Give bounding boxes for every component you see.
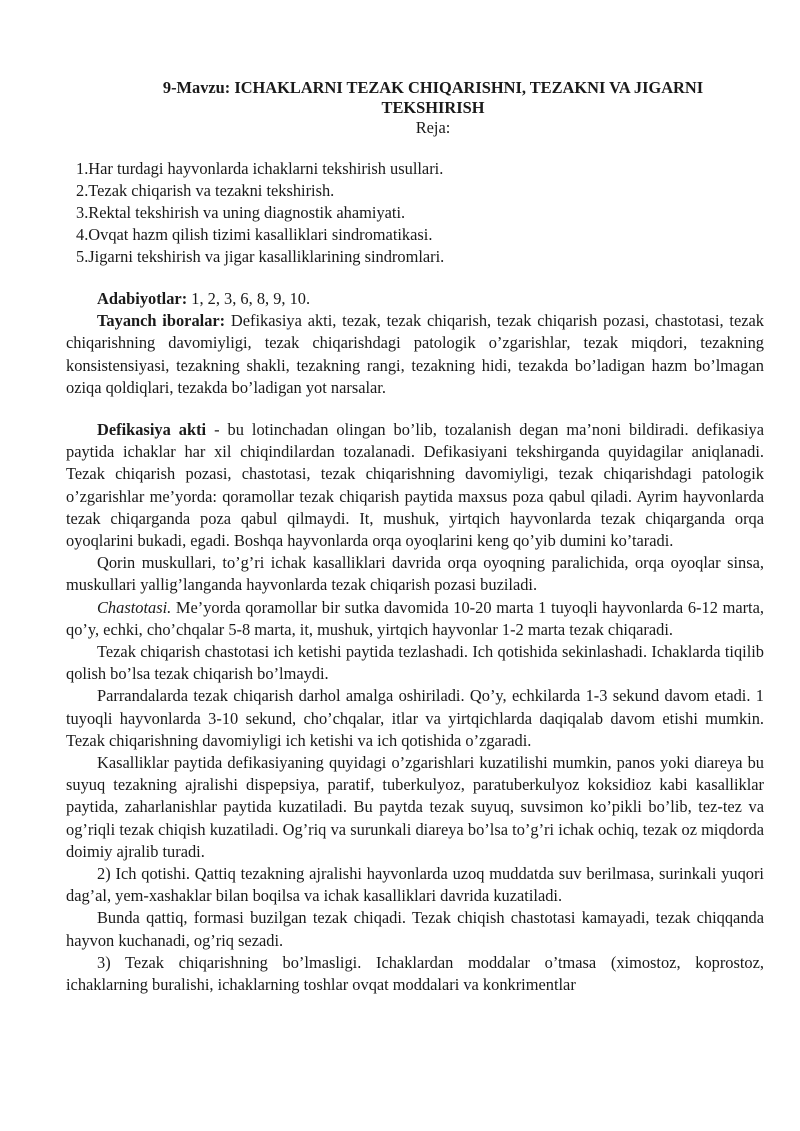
plan-list: [66, 158, 764, 268]
defecation-act-label: Defikasiya akti: [97, 420, 207, 440]
paragraph-diseases: Kasalliklar paytida defikasiyaning quyidagi o’zgarishlari kuzatilishi mumkin, panos yoki diareya bu suyuq tezakning ajralishi dispepsiya, paratif, tuberkulyoz, paratuberkulyoz koksidioz kabi kasalliklar paytida, zaharlanishlar paytida kuzatiladi. Bu paytda tezak suyuq, suvsimon ko’pikli bo’lib, tez-tez va og’riqli tezak chiqish kuzatiladi. Og’riq va surunkali diareya bo’lsa to’g’ri ichak ochiq, tezak oz miqdorda doimiy ajralib turadi.: [66, 753, 764, 861]
spacer: [66, 399, 764, 419]
plan-item: 5.Jigarni tekshirish va jigar kasalliklarining sindromlari.: [76, 247, 445, 266]
plan-item: 3.Rektal tekshirish va uning diagnostik ahamiyati.: [76, 203, 406, 222]
title-line-2: TEKSHIRISH: [381, 98, 485, 117]
frequency-label: Chastotasi.: [97, 597, 172, 617]
keywords-paragraph: [66, 310, 764, 399]
paragraph-defecation-act: [66, 419, 764, 552]
literature-paragraph: [66, 288, 764, 310]
keywords-label: Tayanch iboralar:: [97, 311, 226, 331]
plan-heading: Reja:: [415, 118, 451, 137]
defecation-act-text: - bu lotinchadan olingan bo’lib, tozalanish degan ma’noni bildiradi. defikasiya paytida ichaklar har xil chiqindilardan tozalanadi. Defikasiyani tekshirganda quyidagilar aniqlanadi. Tezak chiqarish pozasi, chastotasi, tezak chiqarishning davomiyligi, tezak chiqarishdagi patologik o’zgarishlar me’yorda: qoramollar tezak chiqarish paytida maxsus poza qabul qiladi. Ayrim hayvonlarda tezak chiqarganda poza qabul qilmaydi. It, mushuk, yirtqich hayvonlarda tezak chiqarganda orqa oyoqlarini bukadi, egadi. Boshqa hayvonlarda orqa oyoqlarini keng qo’yib dumini ko’taradi.: [66, 420, 764, 551]
plan-item: 2.Tezak chiqarish va tezakni tekshirish.: [76, 181, 335, 200]
literature-text: 1, 2, 3, 6, 8, 9, 10.: [187, 289, 311, 308]
paragraph-hard-feces: Bunda qattiq, formasi buzilgan tezak chiqadi. Tezak chiqish chastotasi kamayadi, tezak chiqqanda hayvon kuchanadi, og’riq sezadi.: [66, 908, 764, 950]
paragraph-no-defecation: 3) Tezak chiqarishning bo’lmasligi. Ichaklardan moddalar o’tmasa (ximostoz, koprostoz, ichaklarning buralishi, ichaklarning toshlar ovqat moddalari va konkrimentlar: [66, 952, 764, 995]
plan-item: 4.Ovqat hazm qilish tizimi kasalliklari sindromatikasi.: [76, 225, 433, 244]
plan-item: 1.Har turdagi hayvonlarda ichaklarni tekshirish usullari.: [76, 159, 444, 178]
paragraph-duration: Parrandalarda tezak chiqarish darhol amalga oshiriladi. Qo’y, echkilarda 1-3 sekund davom etadi. 1 tuyoqli hayvonlarda 3-10 sekund, cho’chqalar, itlar va yirtqichlarda daqiqalab davom etishi mumkin. Tezak chiqarishning davomiyligi ich ketishi va ich qotishida o’zgaradi.: [66, 686, 764, 750]
title-line-1: 9-Mavzu: ICHAKLARNI TEZAK CHIQARISHNI, TEZAKNI VA JIGARNI: [162, 78, 704, 97]
paragraph-frequency: [66, 597, 764, 641]
literature-label: Adabiyotlar:: [97, 289, 188, 308]
paragraph-frequency-change: Tezak chiqarish chastotasi ich ketishi paytida tezlashadi. Ich qotishida sekinlashadi. Ichaklarda tiqilib qolish bo’lsa tezak chiqarish bo’lmaydi.: [66, 642, 764, 684]
document-title: [66, 78, 764, 118]
paragraph-constipation: 2) Ich qotishi. Qattiq tezakning ajralishi hayvonlarda uzoq muddatda suv berilmasa, surinkali yuqori dag’al, yem-xashaklar bilan boqilsa va ichak kasalliklari davrida kuzatiladi.: [66, 864, 764, 906]
keywords-text: Defikasiya akti, tezak, tezak chiqarish, tezak chiqarish pozasi, chastotasi, tezak chiqarishning davomiyligi, tezak chiqarishdagi patologik o’zgarishlar, tezak miqdori, tezakning konsistensiyasi, tezakning shakli, tezakning rangi, tezakning hidi, tezakda bo’ladigan hazm bo’lmagan oziqa qoldiqlari, tezakda bo’ladigan yot narsalar.: [66, 311, 764, 397]
frequency-text: Me’yorda qoramollar bir sutka davomida 10-20 marta 1 tuyoqli hayvonlarda 6-12 marta, qo’y, echki, cho’chqalar 5-8 marta, it, mushuk, yirtqich hayvonlar 1-2 marta tezak chiqaradi.: [66, 597, 764, 639]
document-page: [66, 78, 764, 996]
paragraph-posture: Qorin muskullari, to’g’ri ichak kasalliklari davrida orqa oyoqning paralichida, orqa oyoqlar sinsa, muskullari yallig’langanda hayvonlarda tezak chiqarish pozasi buziladi.: [66, 553, 764, 595]
